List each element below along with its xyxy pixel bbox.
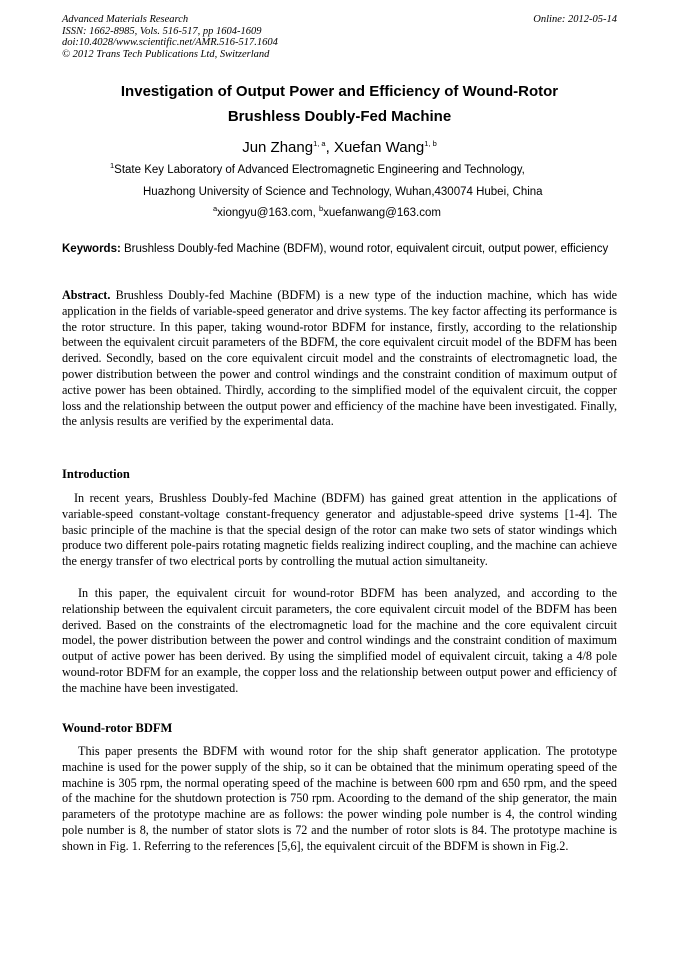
online-date: Online: 2012-05-14 xyxy=(533,14,617,25)
keywords xyxy=(62,242,617,258)
intro-paragraph-1: In recent years, Brushless Doubly-fed Machine (BDFM) has gained great attention in the applications of variable-speed constant-voltage constant-frequency generator and adjustable-speed drive systems [1-4]. The basic principle of the machine is that the special design of the rotor can make two sets of stator windings which produce two different pole-pairs rotating magnetic fields realizing indirect coupling, and the machine can achieve the energy transfer of two electrical ports by controlling the mutual action simultaneity. xyxy=(62,491,617,569)
affiliation-line-1 xyxy=(110,161,617,176)
issn-line: ISSN: 1662-8985, Vols. 516-517, pp 1604-1609 xyxy=(62,25,262,37)
paper-title xyxy=(62,79,617,129)
email-b: xuefanwang@163.com xyxy=(323,207,441,219)
email-a-marker: a xyxy=(213,204,218,214)
email-b-marker: b xyxy=(318,204,324,214)
title-line-1: Investigation of Output Power and Efficiency of Wound-Rotor xyxy=(120,83,559,100)
author-2-affil: 1, b xyxy=(424,139,437,148)
journal-name: Advanced Materials Research xyxy=(62,14,189,25)
affiliation-line-2: Huazhong University of Science and Technology, Wuhan,430074 Hubei, China xyxy=(143,186,543,198)
affiliation-number: 1 xyxy=(110,161,115,171)
email-line xyxy=(213,204,441,219)
abstract xyxy=(62,288,617,430)
title-line-2: Brushless Doubly-Fed Machine xyxy=(227,108,452,125)
abstract-text: Brushless Doubly-fed Machine (BDFM) is a new type of the induction machine, which has wide application in the fields of variable-speed generator and drive systems. The key factor affecting its performance is the rotor structure. In this paper, taking wound-rotor BDFM for instance, firstly, according to the relationship between the equivalent circuit parameters of the BDFM, the core equivalent circuit model of the BDFM has been derived. Secondly, based on the core equivalent circuit model and the constraints of electromagnetic load, the power distribution between the power and control windings and the constraint condition of maximum output of active power has been obtained. Thirdly, according to the simplified model of the equivalent circuit, the copper loss and the relationship between the output power and efficiency of the machine have been investigated. Finally, the anlysis results are verified by the experimental data. xyxy=(62,288,617,429)
affiliation-institution: State Key Laboratory of Advanced Electromagnetic Engineering and Technology, xyxy=(114,164,525,176)
section-heading-wound-rotor: Wound-rotor BDFM xyxy=(62,721,173,735)
section-heading-introduction: Introduction xyxy=(62,467,130,481)
email-a: xiongyu@163.com, xyxy=(217,207,319,219)
author-line xyxy=(62,139,617,156)
copyright-line: © 2012 Trans Tech Publications Ltd, Switzerland xyxy=(62,48,270,60)
author-1-affil: 1, a xyxy=(313,139,326,148)
wound-rotor-paragraph-1: This paper presents the BDFM with wound rotor for the ship shaft generator application. The prototype machine is used for the power supply of the ship, so it can be obtained that the minimum operating speed of the machine is 305 rpm, the normal operating speed of the machine is between 600 rpm and 650 rpm, and the speed of the machine for the shutdown protection is 750 rpm. Acoording to the demand of the ship generator, the main parameters of the prototype machine are as follows: the power winding pole number is 4, the control winding pole number is 8, the number of stator slots is 72 and the number of rotor slots is 84. The prototype machine is shown in Fig. 1. Referring to the references [5,6], the equivalent circuit of the BDFM is shown in Fig.2. xyxy=(62,744,617,853)
keywords-text: Brushless Doubly-fed Machine (BDFM), wound rotor, equivalent circuit, output power, efficiency xyxy=(120,243,609,255)
doi-line: doi:10.4028/www.scientific.net/AMR.516-517.1604 xyxy=(62,37,278,49)
running-header xyxy=(62,14,617,60)
keywords-label: Keywords: xyxy=(62,243,121,255)
author-separator: , xyxy=(325,139,334,156)
author-1-name: Jun Zhang xyxy=(242,139,314,156)
intro-paragraph-2: In this paper, the equivalent circuit for wound-rotor BDFM has been analyzed, and according to the relationship between the equivalent circuit parameters, the core equivalent circuit model of the BDFM has been derived. Based on the constraints of the electromagnetic load for the machine and the core equivalent circuit model, the power distribution between the power and control windings and the constraint condition of maximum output of active power has been derived. By using the simplified model of equivalent circuit, taking a 4/8 pole wound-rotor BDFM for an example, the copper loss and the relationship between output power and efficiency of the machine have been investigated. xyxy=(62,586,617,695)
author-2-name: Xuefan Wang xyxy=(333,139,425,156)
abstract-label: Abstract. xyxy=(62,288,111,302)
